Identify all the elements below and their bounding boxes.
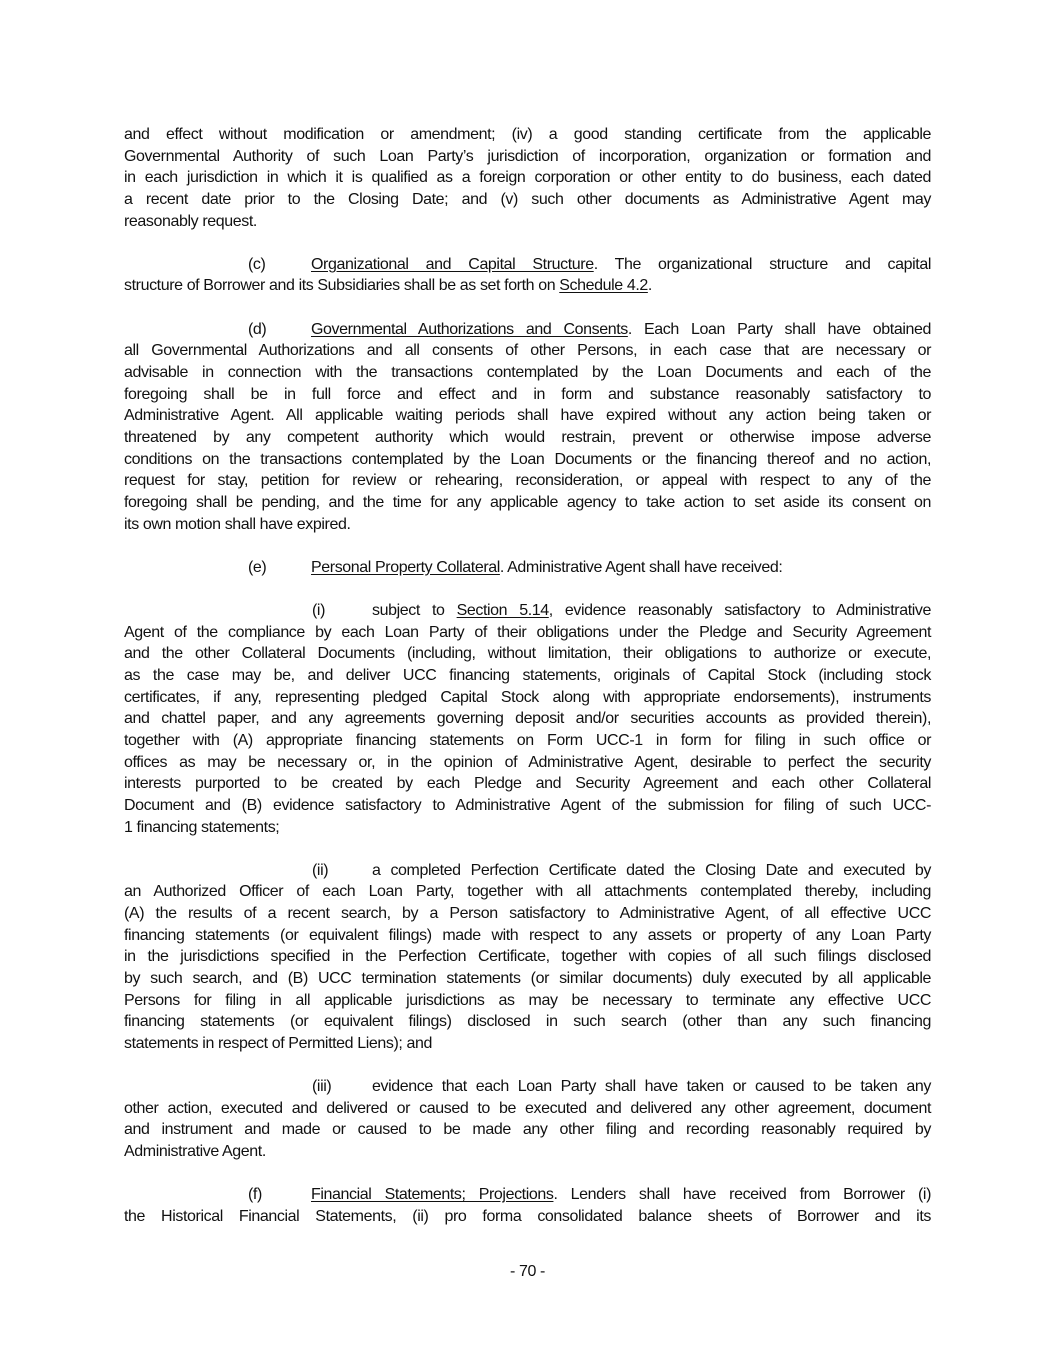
text-segment: other action, executed and delivered or caused to be executed and delivered any other agreement, document bbox=[124, 1099, 931, 1117]
text-line bbox=[124, 1206, 931, 1228]
text-line bbox=[124, 1011, 931, 1033]
text-line bbox=[124, 492, 931, 514]
text-line bbox=[124, 881, 931, 903]
text-segment: . The organizational structure and capital bbox=[593, 255, 931, 273]
text-line bbox=[124, 405, 931, 427]
underlined-heading-or-reference: Financial Statements; Projections bbox=[311, 1186, 554, 1204]
text-segment: and the other Collateral Documents (including, without limitation, their obligations to authorize or execute, bbox=[124, 645, 931, 663]
text-segment: advisable in connection with the transactions contemplated by the Loan Documents and each of the bbox=[124, 364, 931, 382]
text-segment: a recent date prior to the Closing Date; and (v) such other documents as Administrative Agent may bbox=[124, 190, 931, 208]
clause-label: (iii) bbox=[312, 1078, 332, 1096]
text-line bbox=[124, 189, 931, 211]
text-segment: foregoing shall be in full force and effect and in form and substance reasonably satisfactory to bbox=[124, 385, 931, 403]
text-line bbox=[124, 557, 931, 579]
text-line bbox=[124, 124, 931, 146]
text-line bbox=[124, 773, 931, 795]
clause-d bbox=[124, 319, 931, 535]
text-segment: (A) the results of a recent search, by a Person satisfactory to Administrative Agent, of all effective UCC bbox=[124, 905, 931, 923]
text-line bbox=[124, 470, 931, 492]
text-segment: offices as may be necessary or, in the opinion of Administrative Agent, desirable to perfect the security bbox=[124, 753, 931, 771]
text-segment: the Historical Financial Statements, (ii) pro forma consolidated balance sheets of Borrower and its bbox=[124, 1208, 931, 1226]
underlined-heading-or-reference: Schedule 4.2 bbox=[559, 277, 648, 295]
text-segment: reasonably request. bbox=[124, 212, 257, 230]
text-segment: 1 financing statements; bbox=[124, 818, 280, 836]
text-segment: and instrument and made or caused to be made any other filing and recording reasonably required by bbox=[124, 1121, 931, 1139]
text-segment: an Authorized Officer of each Loan Party, together with all attachments contemplated thereby, including bbox=[124, 883, 931, 901]
text-segment: Governmental Authority of such Loan Party’s jurisdiction of incorporation, organization or formation and bbox=[124, 147, 931, 165]
clause-label: (e) bbox=[248, 558, 267, 576]
text-line bbox=[124, 860, 931, 882]
clause-ii bbox=[124, 860, 931, 1055]
text-segment: . Administrative Agent shall have received: bbox=[499, 558, 783, 576]
text-segment: . Each Loan Party shall have obtained bbox=[627, 320, 931, 338]
underlined-heading-or-reference: Governmental Authorizations and Consents bbox=[311, 320, 628, 338]
text-line bbox=[124, 990, 931, 1012]
clause-label: (c) bbox=[248, 255, 266, 273]
clause-i bbox=[124, 600, 931, 838]
text-segment: threatened by any competent authority which would restrain, prevent or otherwise impose adverse bbox=[124, 428, 931, 446]
text-line bbox=[124, 795, 931, 817]
text-segment: Administrative Agent. All applicable waiting periods shall have expired without any action being taken or bbox=[124, 407, 931, 425]
text-segment: certificates, if any, representing pledged Capital Stock along with appropriate endorsements), instruments bbox=[124, 688, 931, 706]
text-line bbox=[124, 622, 931, 644]
text-line bbox=[124, 362, 931, 384]
text-line bbox=[124, 514, 931, 536]
clause-c bbox=[124, 254, 931, 297]
text-line bbox=[124, 427, 931, 449]
text-segment: together with (A) appropriate financing statements on Form UCC-1 in form for filing in such office or bbox=[124, 731, 931, 749]
text-segment: and effect without modification or amendment; (iv) a good standing certificate from the applicable bbox=[124, 126, 931, 143]
page-number: - 70 - bbox=[510, 1263, 545, 1280]
underlined-heading-or-reference: Section 5.14 bbox=[456, 602, 549, 620]
clause-label: (i) bbox=[312, 602, 326, 620]
text-segment: all Governmental Authorizations and all consents of other Persons, in each case that are necessary or bbox=[124, 342, 931, 360]
text-segment: Administrative Agent. bbox=[124, 1143, 266, 1161]
text-line bbox=[124, 925, 931, 947]
text-segment: financing statements (or equivalent filings) made with respect to any assets or property of any Loan Party bbox=[124, 926, 931, 944]
text-line bbox=[124, 254, 931, 276]
text-line bbox=[124, 946, 931, 968]
text-line bbox=[124, 1141, 931, 1163]
text-line bbox=[124, 687, 931, 709]
text-segment: Persons for filing in all applicable jurisdictions as may be necessary to terminate any effective UCC bbox=[124, 991, 931, 1009]
underlined-heading-or-reference: Personal Property Collateral bbox=[311, 558, 500, 576]
text-segment: and chattel paper, and any agreements governing deposit and/or securities accounts as provided therein), bbox=[124, 710, 931, 728]
text-segment: interests purported to be created by each Pledge and Security Agreement and each other Collateral bbox=[124, 775, 931, 793]
text-line bbox=[124, 1076, 931, 1098]
text-segment: a completed Perfection Certificate dated the Closing Date and executed by bbox=[372, 861, 931, 879]
text-segment: as the case may be, and deliver UCC financing statements, originals of Capital Stock (including stock bbox=[124, 667, 931, 685]
text-line bbox=[124, 146, 931, 168]
text-line bbox=[124, 340, 931, 362]
text-line bbox=[124, 1119, 931, 1141]
text-line bbox=[124, 167, 931, 189]
text-segment: . bbox=[647, 277, 652, 295]
document-body bbox=[124, 124, 931, 1249]
text-segment: . Lenders shall have received from Borrower (i) bbox=[553, 1186, 932, 1204]
text-line bbox=[124, 319, 931, 341]
text-line bbox=[124, 708, 931, 730]
text-line bbox=[124, 1033, 931, 1055]
text-segment: , evidence reasonably satisfactory to Administrative bbox=[548, 602, 932, 620]
underlined-heading-or-reference: Organizational and Capital Structure bbox=[311, 255, 594, 273]
text-line bbox=[124, 665, 931, 687]
text-line bbox=[124, 1184, 931, 1206]
text-segment: conditions on the transactions contemplated by the Loan Documents or the financing thereof and no action, bbox=[124, 450, 931, 468]
text-segment: Document and (B) evidence satisfactory to Administrative Agent of the submission for filing of such UCC- bbox=[124, 796, 931, 814]
text-line bbox=[124, 730, 931, 752]
text-line bbox=[124, 968, 931, 990]
text-segment: in the jurisdictions specified in the Perfection Certificate, together with copies of all such filings disclosed bbox=[124, 948, 931, 966]
clause-e bbox=[124, 557, 931, 579]
text-line bbox=[124, 211, 931, 233]
clause-label: (f) bbox=[248, 1186, 262, 1204]
text-line bbox=[124, 643, 931, 665]
text-line bbox=[124, 449, 931, 471]
text-line bbox=[124, 600, 931, 622]
text-segment: foregoing shall be pending, and the time for any applicable agency to take action to set aside its consent on bbox=[124, 493, 931, 511]
clause-label: (d) bbox=[248, 320, 267, 338]
text-line bbox=[124, 903, 931, 925]
text-segment: financing statements (or equivalent filings) disclosed in such search (other than any such financing bbox=[124, 1013, 931, 1031]
text-segment: evidence that each Loan Party shall have taken or caused to be taken any bbox=[372, 1078, 931, 1096]
clause-f bbox=[124, 1184, 931, 1227]
text-segment: request for stay, petition for review or rehearing, reconsideration, or appeal with respect to any of the bbox=[124, 472, 931, 490]
text-segment: its own motion shall have expired. bbox=[124, 515, 351, 533]
text-segment: statements in respect of Permitted Liens); and bbox=[124, 1034, 432, 1052]
text-line bbox=[124, 752, 931, 774]
text-line bbox=[124, 384, 931, 406]
text-segment: structure of Borrower and its Subsidiaries shall be as set forth on bbox=[124, 277, 560, 295]
paragraph bbox=[124, 124, 931, 232]
text-segment: subject to bbox=[372, 602, 457, 620]
text-line bbox=[124, 275, 931, 297]
text-segment: Agent of the compliance by each Loan Party of their obligations under the Pledge and Security Agreement bbox=[124, 623, 931, 641]
clause-label: (ii) bbox=[312, 861, 329, 879]
text-segment: by such search, and (B) UCC termination statements (or similar documents) duly executed by all applicable bbox=[124, 969, 931, 987]
text-line bbox=[124, 1098, 931, 1120]
clause-iii bbox=[124, 1076, 931, 1163]
text-line bbox=[124, 817, 931, 839]
text-segment: in each jurisdiction in which it is qualified as a foreign corporation or other entity to do business, each dated bbox=[124, 169, 931, 187]
